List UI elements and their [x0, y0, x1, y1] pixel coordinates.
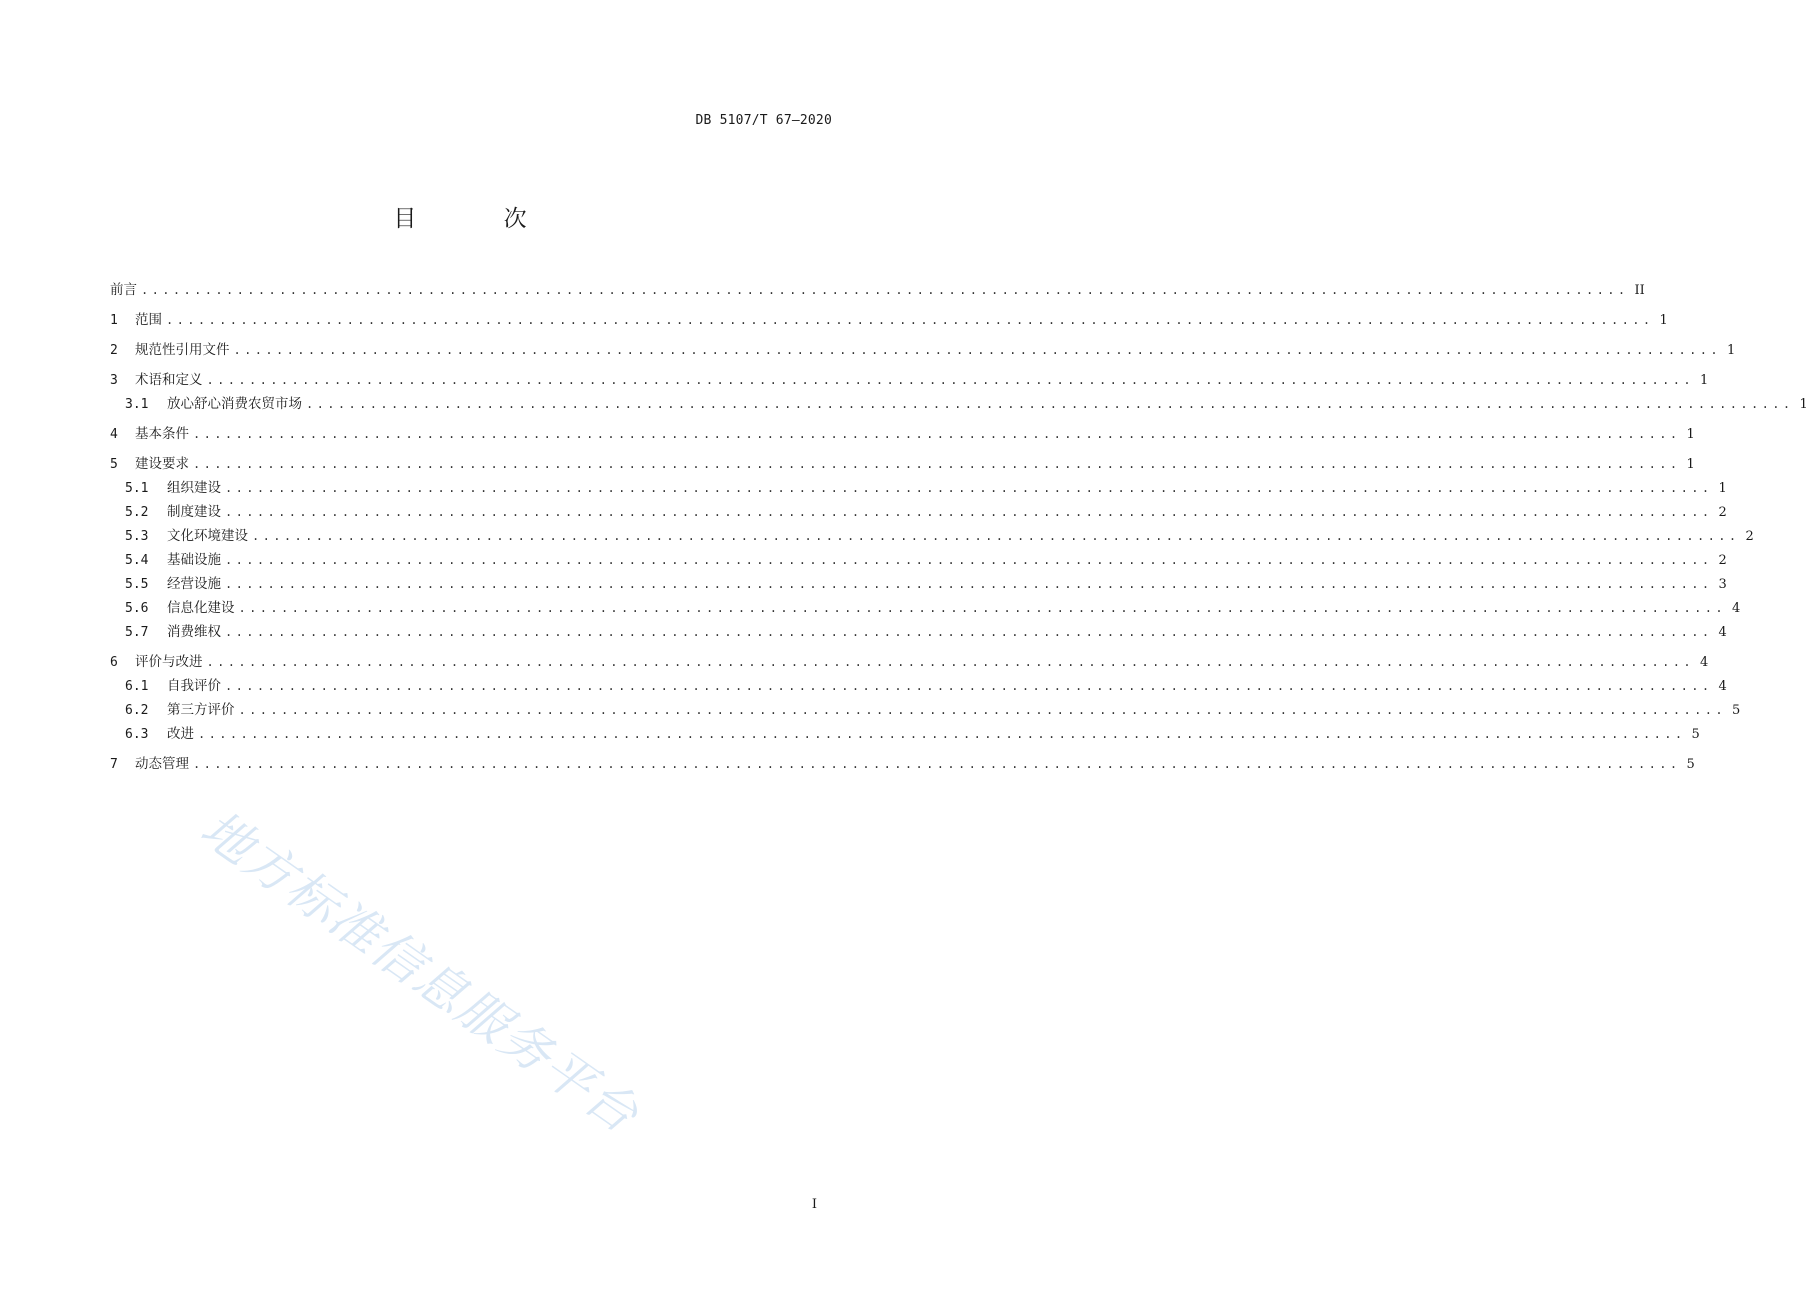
toc-entry-page: 1: [1686, 427, 1695, 442]
document-code: DB 5107/T 67—2020: [695, 113, 832, 128]
toc-entry-label: 术语和定义: [135, 372, 203, 388]
toc-entry-label: 信息化建设: [167, 600, 235, 616]
toc-entry[interactable]: [110, 698, 1741, 722]
toc-entry-number: 5: [110, 457, 118, 472]
toc-entry-label: 基本条件: [135, 426, 189, 442]
toc-entry-number: 5.5: [125, 577, 149, 592]
toc-dot-leader: ............................................................................................................................................: [233, 343, 1721, 357]
toc-entry[interactable]: [110, 338, 1736, 362]
toc-dot-leader: ............................................................................................................................................: [166, 313, 1654, 327]
toc-entry-label: 范围: [135, 312, 162, 328]
toc-entry[interactable]: [110, 392, 1808, 416]
toc-entry-label: 第三方评价: [167, 702, 235, 718]
toc-entry-page: 5: [1686, 757, 1695, 772]
toc-entry-label: 基础设施: [167, 552, 221, 568]
toc-dot-leader: ............................................................................................................................................: [225, 679, 1713, 693]
table-of-contents: [110, 278, 1808, 776]
toc-entry-label: 评价与改进: [135, 654, 203, 670]
toc-entry-page: 1: [1726, 343, 1736, 358]
toc-dot-leader: ............................................................................................................................................: [238, 703, 1726, 717]
toc-entry-page: 5: [1731, 703, 1741, 718]
toc-entry-page: II: [1634, 283, 1645, 298]
toc-entry-number: 5.1: [125, 481, 149, 496]
toc-entry-number: 2: [110, 343, 118, 358]
toc-entry-label: 文化环境建设: [167, 528, 248, 544]
toc-entry-number: 3: [110, 373, 118, 388]
toc-entry-number: 6: [110, 655, 118, 670]
toc-entry-label: 前言: [110, 282, 137, 298]
toc-entry-label: 改进: [167, 726, 194, 742]
page-number: I: [811, 1197, 817, 1212]
toc-entry-page: 4: [1718, 625, 1727, 640]
toc-dot-leader: ............................................................................................................................................: [225, 577, 1713, 591]
toc-entry[interactable]: [110, 500, 1727, 524]
toc-dot-leader: ............................................................................................................................................: [193, 457, 1681, 471]
toc-entry-label: 规范性引用文件: [135, 342, 230, 358]
toc-entry-page: 1: [1659, 313, 1668, 328]
toc-dot-leader: ............................................................................................................................................: [206, 655, 1694, 669]
toc-entry-number: 6.3: [125, 727, 149, 742]
toc-entry-number: 5.2: [125, 505, 149, 520]
toc-entry[interactable]: [110, 422, 1695, 446]
toc-entry-page: 4: [1699, 655, 1709, 670]
toc-entry-label: 建设要求: [135, 456, 189, 472]
toc-entry-page: 1: [1699, 373, 1709, 388]
toc-entry-label: 自我评价: [167, 678, 221, 694]
toc-entry-number: 5.7: [125, 625, 149, 640]
toc-entry[interactable]: [110, 620, 1727, 644]
watermark: 地方标准信息服务平台: [190, 799, 650, 1145]
toc-entry-page: 4: [1718, 679, 1727, 694]
toc-entry-number: 7: [110, 757, 118, 772]
toc-dot-leader: ............................................................................................................................................: [225, 505, 1713, 519]
toc-entry[interactable]: [110, 572, 1727, 596]
toc-entry-label: 组织建设: [167, 480, 221, 496]
toc-entry-page: 2: [1745, 529, 1754, 544]
toc-entry[interactable]: [110, 452, 1695, 476]
toc-dot-leader: ............................................................................................................................................: [238, 601, 1726, 615]
toc-dot-leader: ............................................................................................................................................: [193, 427, 1681, 441]
toc-entry[interactable]: [110, 752, 1695, 776]
toc-entry-number: 1: [110, 313, 118, 328]
toc-entry[interactable]: [110, 524, 1754, 548]
toc-dot-leader: ............................................................................................................................................: [306, 397, 1794, 411]
toc-dot-leader: ............................................................................................................................................: [198, 727, 1686, 741]
toc-entry-number: 5.4: [125, 553, 149, 568]
toc-entry-number: 4: [110, 427, 118, 442]
toc-entry[interactable]: [110, 476, 1727, 500]
toc-entry[interactable]: [110, 278, 1645, 302]
toc-entry-number: 5.3: [125, 529, 149, 544]
toc-dot-leader: ............................................................................................................................................: [252, 529, 1740, 543]
toc-dot-leader: ............................................................................................................................................: [206, 373, 1694, 387]
toc-entry-number: 6.2: [125, 703, 149, 718]
toc-entry-number: 3.1: [125, 397, 149, 412]
toc-entry[interactable]: [110, 674, 1727, 698]
toc-entry[interactable]: [110, 368, 1709, 392]
toc-entry[interactable]: [110, 722, 1700, 746]
toc-dot-leader: ............................................................................................................................................: [225, 625, 1713, 639]
toc-entry[interactable]: [110, 548, 1727, 572]
toc-entry-page: 2: [1718, 553, 1727, 568]
toc-entry-label: 放心舒心消费农贸市场: [167, 396, 302, 412]
toc-dot-leader: ............................................................................................................................................: [193, 757, 1681, 771]
toc-entry-number: 6.1: [125, 679, 149, 694]
toc-entry-page: 1: [1718, 481, 1727, 496]
toc-entry-page: 1: [1799, 397, 1808, 412]
toc-entry-label: 制度建设: [167, 504, 221, 520]
toc-entry-page: 4: [1731, 601, 1741, 616]
toc-dot-leader: ............................................................................................................................................: [141, 283, 1629, 297]
toc-entry[interactable]: [110, 650, 1709, 674]
toc-dot-leader: ............................................................................................................................................: [225, 553, 1713, 567]
toc-entry-label: 经营设施: [167, 576, 221, 592]
toc-entry-page: 2: [1718, 505, 1727, 520]
toc-entry-label: 动态管理: [135, 756, 189, 772]
page-title: 目 次: [393, 206, 567, 232]
toc-entry-number: 5.6: [125, 601, 149, 616]
toc-entry-page: 1: [1686, 457, 1695, 472]
toc-entry-label: 消费维权: [167, 624, 221, 640]
toc-entry[interactable]: [110, 308, 1668, 332]
toc-entry[interactable]: [110, 596, 1741, 620]
toc-dot-leader: ............................................................................................................................................: [225, 481, 1713, 495]
toc-entry-page: 5: [1691, 727, 1700, 742]
toc-entry-page: 3: [1718, 577, 1727, 592]
